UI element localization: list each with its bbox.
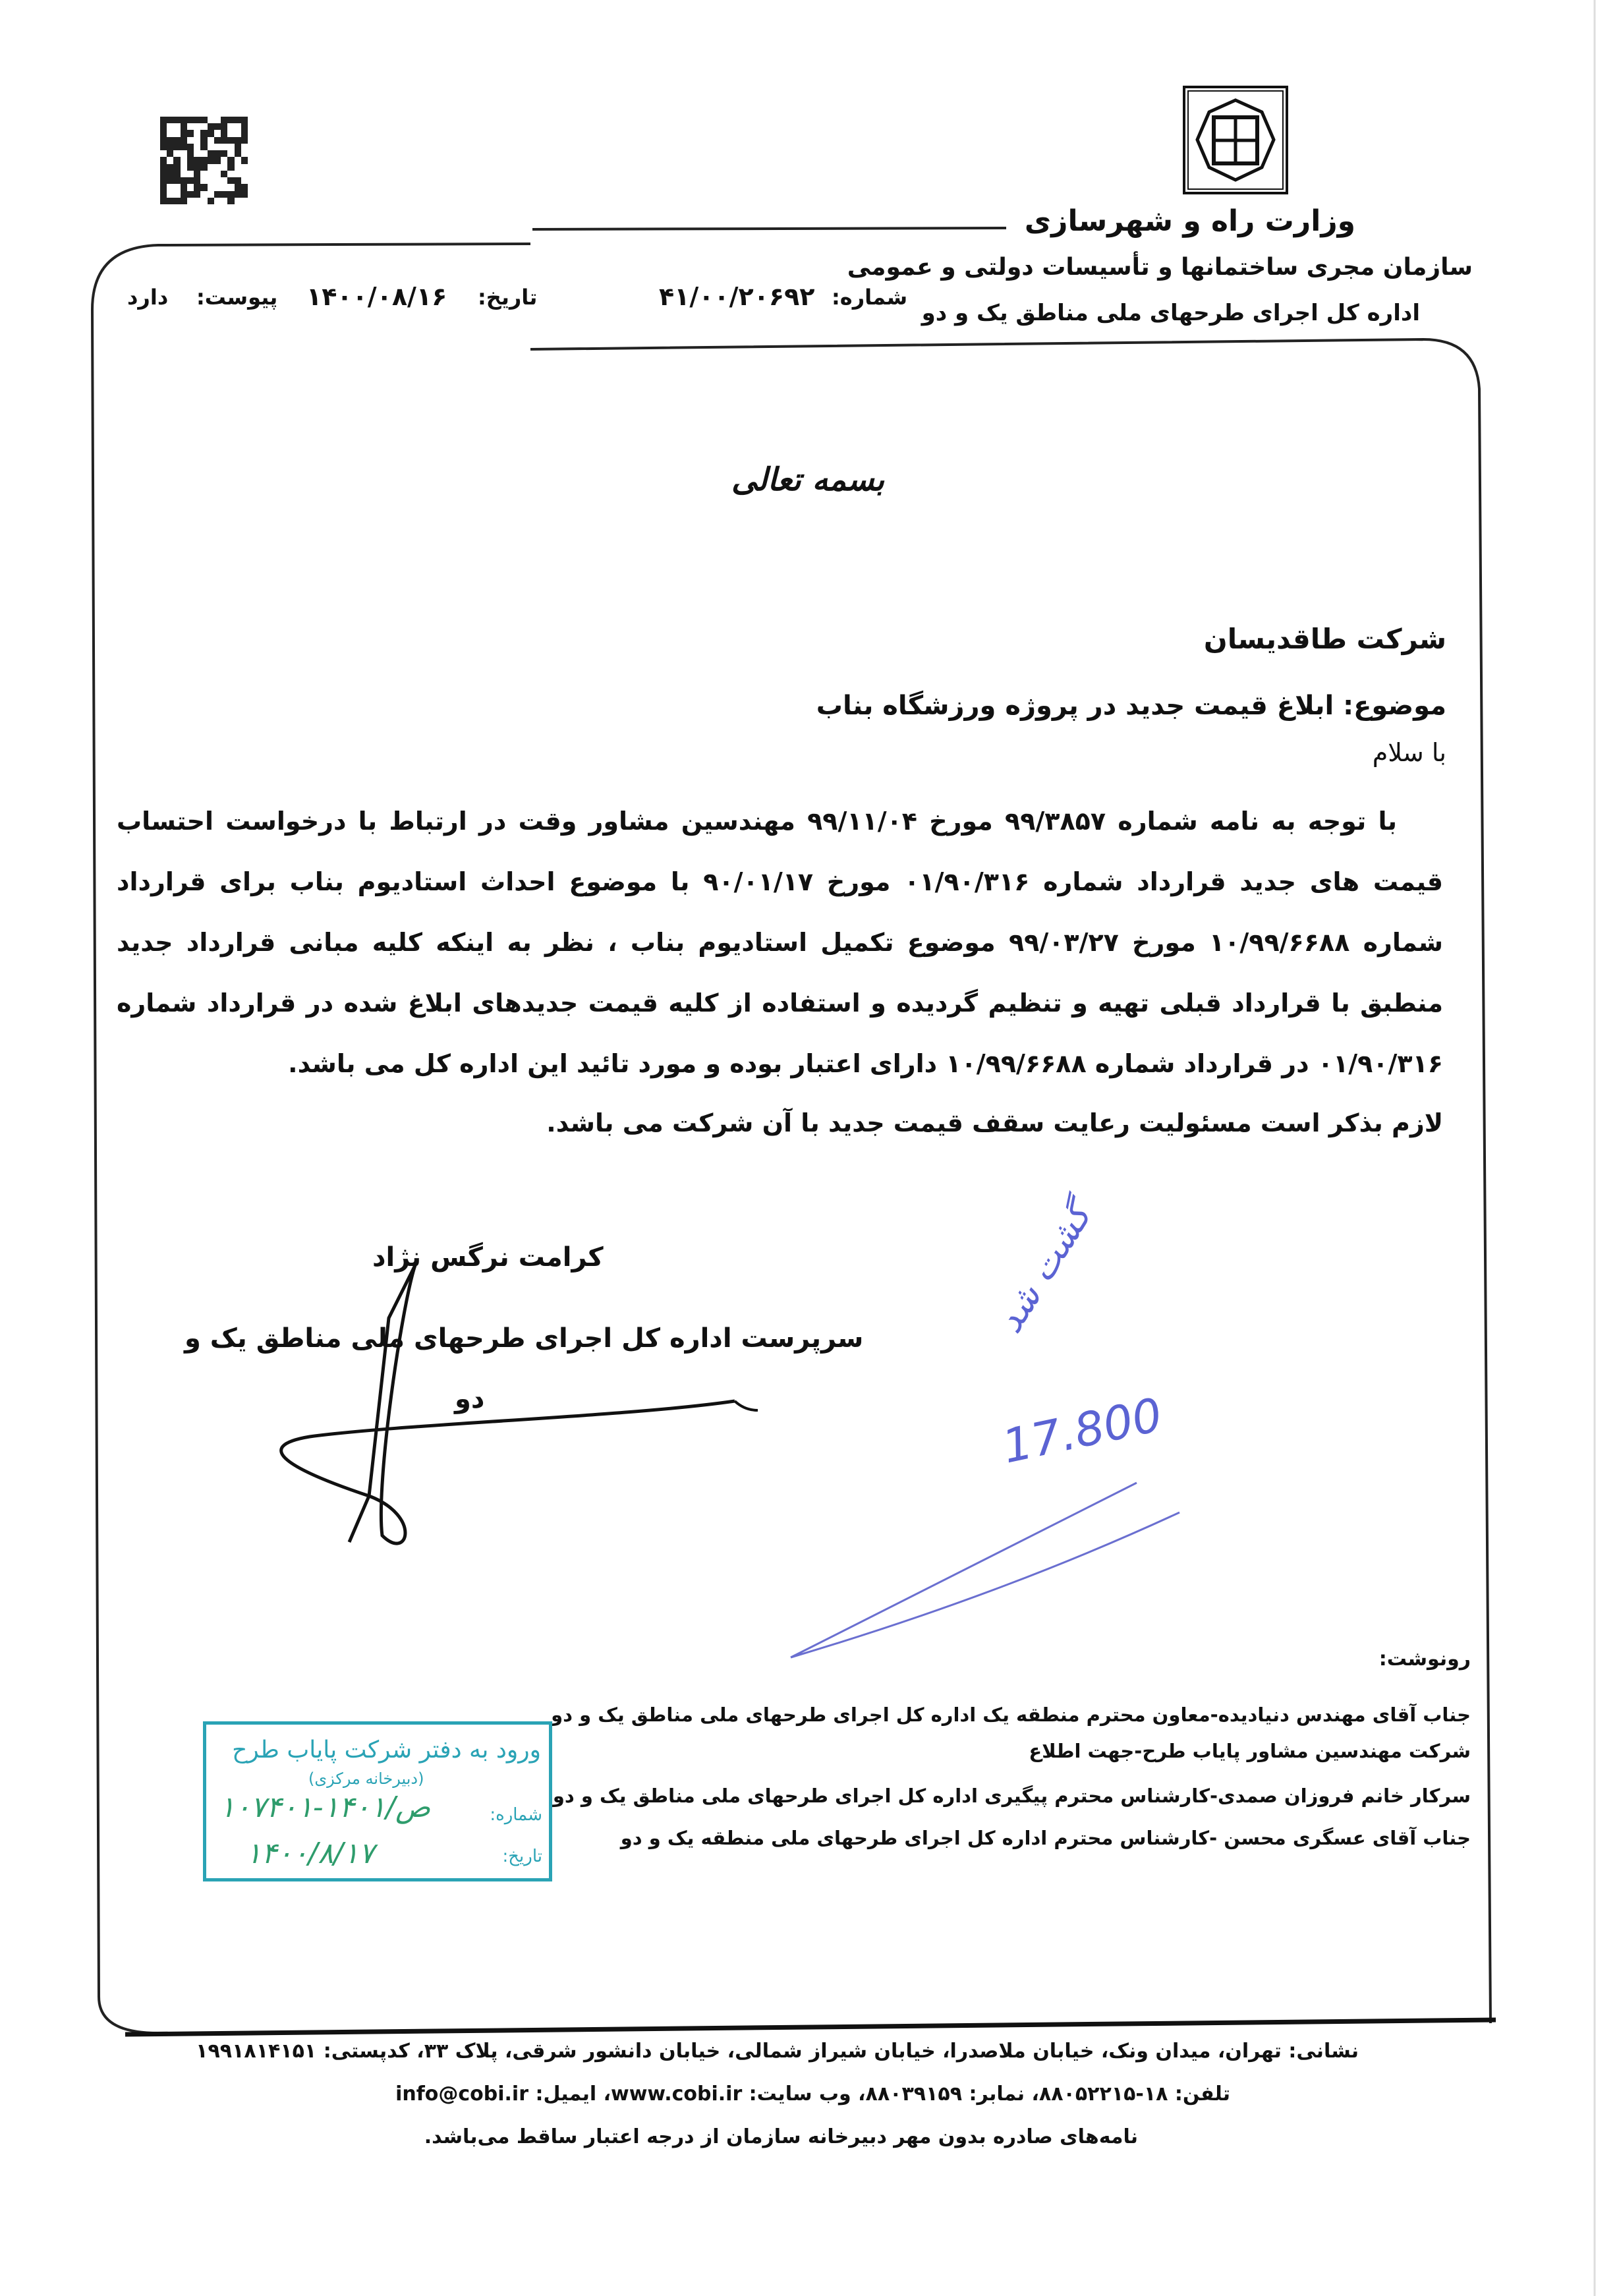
footer-disclaimer: نامه‌های صادره بدون مهر دبیرخانه سازمان از درجه اعتبار ساقط می‌باشد. — [424, 2125, 1138, 2148]
qr-code — [160, 117, 248, 204]
stamp-subtitle: (دبیرخانه مرکزی) — [308, 1769, 424, 1788]
organization-name: سازمان مجری ساختمانها و تأسیسات دولتی و عمومی — [847, 254, 1473, 281]
subject: موضوع: ابلاغ قیمت جدید در پروژه ورزشگاه بناب — [816, 691, 1446, 721]
stamp-title: ورود به دفتر شرکت پایاب طرح — [232, 1736, 541, 1764]
greeting: با سلام — [1372, 738, 1446, 767]
cc-item: جناب آقای عسگری محسن -کارشناس محترم اداره کل اجرای طرحهای ملی منطقه یک و دو — [620, 1827, 1471, 1849]
cc-label: رونوشت: — [1378, 1648, 1471, 1671]
letter-date: ۱۴۰۰/۰۸/۱۶ — [306, 282, 447, 311]
ministry-logo — [1183, 86, 1288, 194]
stamp-number-label: شماره: — [490, 1805, 542, 1825]
letter-number: ۴۱/۰۰/۲۰۶۹۲ — [659, 282, 815, 311]
recipient: شرکت طاقدیسان — [1203, 623, 1446, 655]
frame-corner — [99, 1997, 158, 2033]
letter-note: لازم بذکر است مسئولیت رعایت سقف قیمت جدید با آن شرکت می باشد. — [546, 1108, 1443, 1137]
signatory-name: کرامت نرگس نژاد — [372, 1242, 604, 1273]
date-label: تاریخ: — [478, 285, 538, 310]
pen-stroke — [791, 1483, 1179, 1657]
handwritten-note: گشت شد — [988, 1196, 1100, 1340]
cc-item: شرکت مهندسین مشاور پایاب طرح-جهت اطلاع — [1029, 1740, 1471, 1762]
cc-item: سرکار خانم فروزان صمدی-کارشناس محترم پیگیری اداره کل اجرای طرحهای ملی مناطق یک و دو — [552, 1785, 1471, 1807]
footer-rule — [125, 2020, 1496, 2034]
handwritten-amount: 17.800 — [998, 1387, 1167, 1474]
attachment-value: دارد — [127, 285, 169, 310]
receipt-stamp — [203, 1721, 552, 1881]
footer-address: نشانی: تهران، میدان ونک، خیابان ملاصدرا، خیابان شیراز شمالی، خیابان دانشور شرقی، پلاک ۳۳، کدپستی: ۱۹۹۱۸۱۴۱۵۱ — [196, 2040, 1359, 2063]
signature — [281, 1265, 735, 1543]
stamp-date-label: تاریخ: — [502, 1847, 542, 1866]
number-label: شماره: — [832, 285, 908, 310]
header-rule — [532, 228, 1006, 229]
attachment-label: پیوست: — [196, 285, 278, 310]
letter-body: با توجه به نامه شماره ۹۹/۳۸۵۷ مورخ ۹۹/۱۱/۰۴ مهندسین مشاور وقت در ارتباط با درخواست احتساب قیمت های جدید قرارداد شماره ۰۱/۹۰/۳۱۶ مورخ ۹۰/۰۱/۱۷ با موضوع احداث استادیوم بناب برای قرارداد شماره ۱۰/۹۹/۶۶۸۸ مورخ ۹۹/۰۳/۲۷ موضوع تکمیل استادیوم بناب ، نظر به اینکه کلیه مبانی قرارداد جدید منطبق با قرارداد قبلی تهیه و تنظیم گردیده و استفاده از کلیه قیمت جدیدهای ابلاغ شده در قرارداد شماره ۰۱/۹۰/۳۱۶ در قرارداد شماره ۱۰/۹۹/۶۶۸۸ دارای اعتبار بوده و مورد تائید این اداره کل می باشد. — [117, 807, 1443, 1078]
frame-right-edge — [530, 339, 1491, 2023]
ministry-title: وزارت راه و شهرسازی — [1024, 204, 1355, 238]
stamp-date: ۱۴۰۰/۸/۱۷ — [246, 1837, 375, 1870]
signatory-title-cont: دو — [455, 1384, 485, 1414]
department-name: اداره کل اجرای طرحهای ملی مناطق یک و دو — [921, 300, 1420, 326]
signatory-title: سرپرست اداره کل اجرای طرحهای ملی مناطق یک و — [185, 1323, 864, 1354]
cc-item: جناب آقای مهندس دنیادیده-معاون محترم منطقه یک اداره کل اجرای طرحهای ملی مناطق یک و دو — [551, 1704, 1471, 1726]
invocation: بسمه تعالی — [731, 461, 885, 498]
stamp-number: ۱۰۷۴۰۱-ص/۱۴۰۱ — [219, 1791, 431, 1824]
signature-tail — [735, 1401, 758, 1410]
footer-contact: تلفن: ۱۸-۸۸۰۵۲۲۱۵، نمابر: ۸۸۰۳۹۱۵۹، وب سایت: www.cobi.ir، ایمیل: info@cobi.ir — [395, 2082, 1230, 2106]
